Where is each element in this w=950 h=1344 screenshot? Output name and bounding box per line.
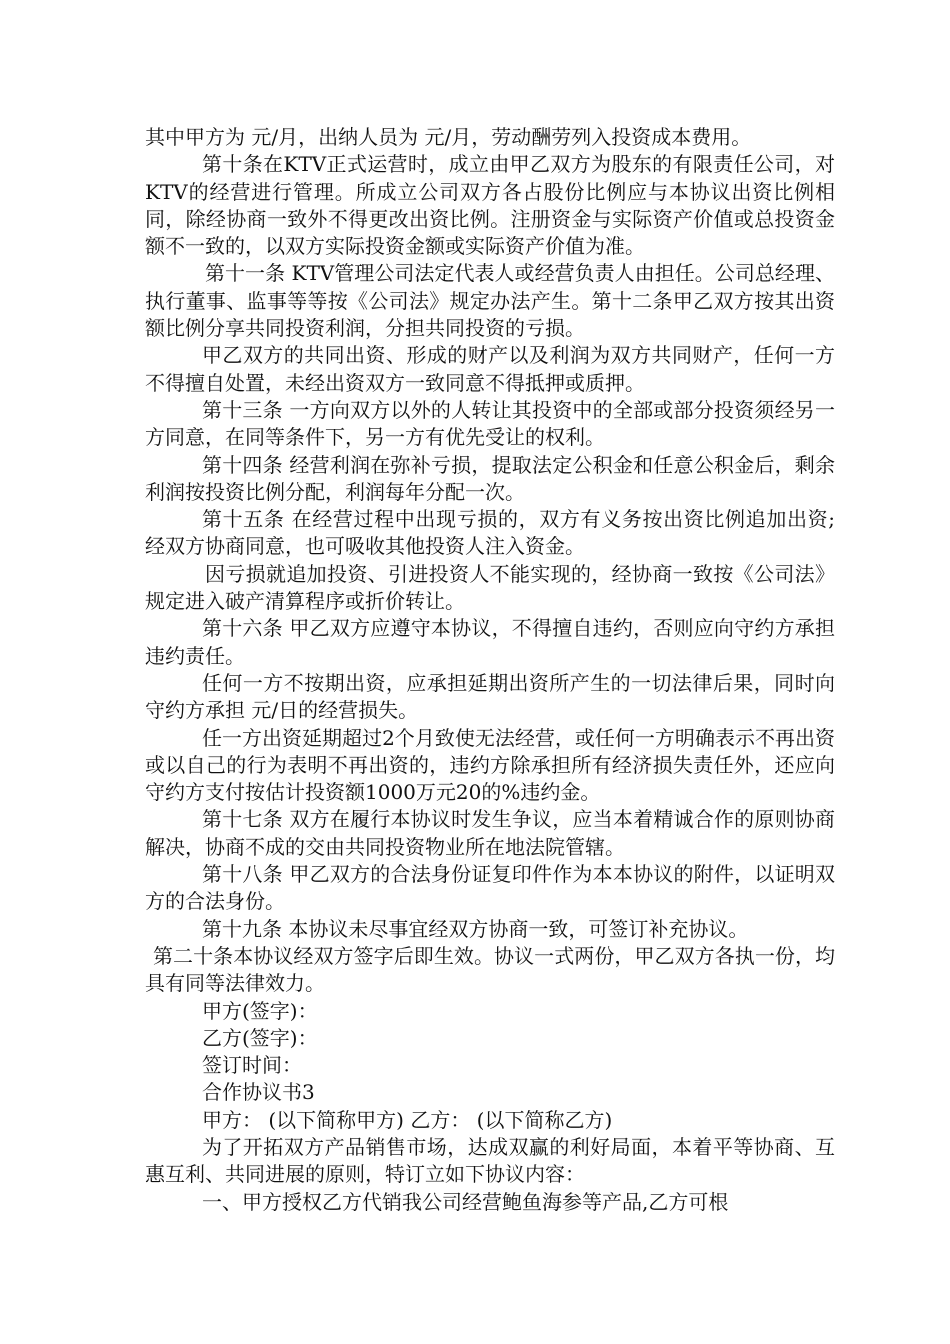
parties-line: 甲方： (以下简称甲方) 乙方： (以下简称乙方) <box>202 1107 613 1132</box>
paragraph-article-15: 第十五条 在经营过程中出现亏损的，双方有义务按出资比例追加出资;经双方协商同意，也可吸收其他投资人注入资金。 <box>145 507 835 559</box>
signing-date: 签订时间： <box>202 1053 302 1078</box>
paragraph-article-17: 第十七条 双方在履行本协议时发生争议，应当本着精诚合作的原则协商解决，协商不成的交由共同投资物业所在地法院管辖。 <box>145 807 835 859</box>
signature-party-b: 乙方(签字)： <box>202 1025 318 1050</box>
paragraph-bankruptcy: 因亏损就追加投资、引进投资人不能实现的，经协商一致按《公司法》规定进入破产清算程序或折价转让。 <box>145 561 835 614</box>
paragraph-preamble: 为了开拓双方产品销售市场，达成双赢的利好局面，本着平等协商、互惠互利、共同进展的原则，特订立如下协议内容： <box>145 1134 835 1187</box>
paragraph-article-18: 第十八条 甲乙双方的合法身份证复印件作为本本协议的附件，以证明双方的合法身份。 <box>145 862 835 914</box>
paragraph-clause-1: 一、甲方授权乙方代销我公司经营鲍鱼海参等产品,乙方可根 <box>202 1189 729 1214</box>
paragraph-salary-terms: 其中甲方为 元/月，出纳人员为 元/月，劳动酬劳列入投资成本费用。 <box>145 125 752 149</box>
section-title: 合作协议书3 <box>202 1080 315 1105</box>
paragraph-article-11-12: 第十一条 KTV管理公司法定代表人或经营负责人由担任。公司总经理、执行董事、监事等等按《公司法》规定办法产生。第十二条甲乙双方按其出资额比例分享共同投资利润，分担共同投资的亏损。 <box>145 261 835 341</box>
paragraph-article-13: 第十三条 一方向双方以外的人转让其投资中的全部或部分投资须经另一方同意，在同等条件下，另一方有优先受让的权利。 <box>145 397 835 450</box>
paragraph-article-19: 第十九条 本协议未尽事宜经双方协商一致，可签订补充协议。 <box>202 916 749 941</box>
paragraph-late-payment: 任何一方不按期出资，应承担延期出资所产生的一切法律后果，同时向守约方承担 元/日的经营损失。 <box>145 670 835 723</box>
paragraph-breach-penalty: 任一方出资延期超过2个月致使无法经营，或任何一方明确表示不再出资或以自己的行为表明不再出资的，违约方除承担所有经济损失责任外，还应向守约方支付按估计投资额1000万元20的%违约金。 <box>145 725 835 805</box>
paragraph-article-10: 第十条在KTV正式运营时，成立由甲乙双方为股东的有限责任公司，对KTV的经营进行管理。所成立公司双方各占股份比例应与本协议出资比例相同，除经协商一致外不得更改出资比例。注册资金与实际资产价值或总投资金额不一致的，以双方实际投资金额或实际资产价值为准。 <box>145 152 835 259</box>
signature-party-a: 甲方(签字)： <box>202 998 318 1023</box>
paragraph-article-20: 第二十条本协议经双方签字后即生效。协议一式两份，甲乙双方各执一份，均具有同等法律效力。 <box>145 943 835 996</box>
paragraph-joint-property: 甲乙双方的共同出资、形成的财产以及利润为双方共同财产，任何一方不得擅自处置，未经出资双方一致同意不得抵押或质押。 <box>145 343 835 395</box>
paragraph-article-14: 第十四条 经营利润在弥补亏损，提取法定公积金和任意公积金后，剩余利润按投资比例分配，利润每年分配一次。 <box>145 452 835 504</box>
paragraph-article-16: 第十六条 甲乙双方应遵守本协议，不得擅自违约，否则应向守约方承担违约责任。 <box>145 616 835 668</box>
document-body <box>145 124 835 1216</box>
